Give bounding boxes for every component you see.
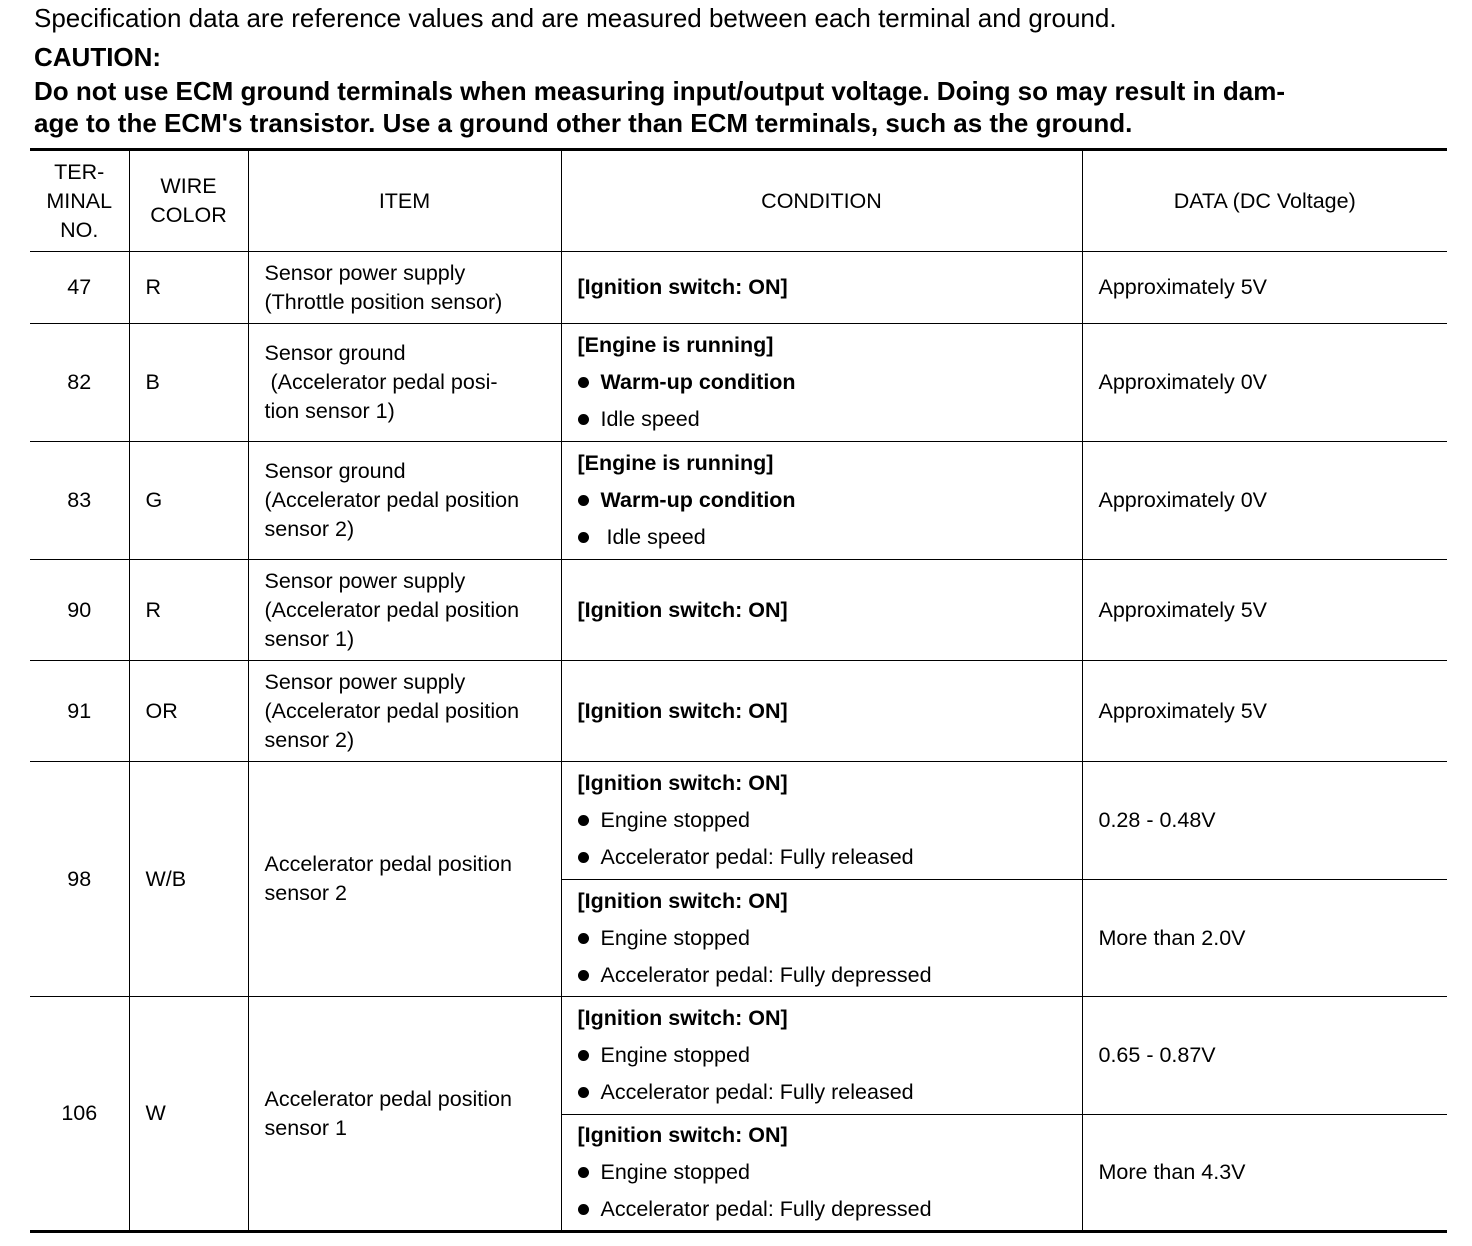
bullet-dot-icon <box>578 495 589 506</box>
condition-bullet <box>578 364 1068 401</box>
item-line: Sensor power supply <box>264 260 466 285</box>
data-voltage-cell: Approximately 0V <box>1082 442 1447 560</box>
bullet-dot-icon <box>578 852 589 863</box>
condition-bullet <box>578 401 1068 438</box>
condition-bullet <box>578 519 1068 556</box>
table-row <box>30 442 1447 560</box>
header-line: COLOR <box>150 203 227 227</box>
item-cell <box>248 762 561 997</box>
wire-color-cell: W/B <box>129 762 248 997</box>
item-line: Sensor power supply <box>264 669 466 694</box>
wire-color-cell: W <box>129 997 248 1232</box>
table-row <box>30 997 1447 1115</box>
terminal-no-cell: 90 <box>30 560 129 661</box>
condition-heading: [Ignition switch: ON] <box>577 771 788 795</box>
condition-heading: [Engine is running] <box>577 333 774 357</box>
caution-title: CAUTION: <box>34 42 162 72</box>
bullet-text: Engine stopped <box>600 808 750 832</box>
condition-heading: [Ignition switch: ON] <box>577 698 788 723</box>
header-data: DATA (DC Voltage) <box>1082 150 1447 252</box>
condition-bullet <box>578 957 1068 994</box>
condition-bullet <box>578 1037 1068 1074</box>
header-wire-color <box>129 150 248 252</box>
item-line: (Accelerator pedal position <box>264 488 520 512</box>
condition-cell <box>561 252 1082 324</box>
data-voltage-cell: 0.28 - 0.48V <box>1082 762 1447 880</box>
wire-color-cell: R <box>129 560 248 661</box>
item-line: Sensor power supply <box>264 568 466 593</box>
table-row <box>30 762 1447 880</box>
bullet-text: Accelerator pedal: Fully depressed <box>600 1197 932 1221</box>
item-line: (Accelerator pedal position <box>264 597 520 622</box>
item-line: sensor 2) <box>264 517 355 541</box>
bullet-dot-icon <box>578 1050 589 1061</box>
item-cell <box>248 560 561 661</box>
intro-text: Specification data are reference values and are measured between each terminal and ground. <box>34 3 1117 33</box>
item-cell <box>248 661 561 762</box>
bullet-dot-icon <box>578 414 589 425</box>
condition-bullet <box>578 482 1068 519</box>
data-voltage-cell: Approximately 0V <box>1082 324 1447 442</box>
item-line: Sensor ground <box>264 459 406 483</box>
table-body <box>30 252 1447 1232</box>
bullet-dot-icon <box>578 933 589 944</box>
item-cell <box>248 997 561 1232</box>
condition-bullet <box>578 802 1068 839</box>
terminal-no-cell: 98 <box>30 762 129 997</box>
data-voltage-cell: Approximately 5V <box>1082 560 1447 661</box>
data-voltage-cell: More than 2.0V <box>1082 880 1447 997</box>
header-condition: CONDITION <box>561 150 1082 252</box>
table-row <box>30 661 1447 762</box>
item-line: Accelerator pedal position <box>264 852 512 876</box>
condition-heading: [Ignition switch: ON] <box>577 597 788 622</box>
header-line: MINAL <box>46 188 113 213</box>
wire-color-cell: OR <box>129 661 248 762</box>
item-line: (Throttle position sensor) <box>264 289 503 314</box>
item-cell <box>248 252 561 324</box>
condition-cell <box>561 442 1082 560</box>
bullet-dot-icon <box>578 377 589 388</box>
terminal-no-cell: 91 <box>30 661 129 762</box>
item-line: sensor 2) <box>264 727 355 752</box>
data-voltage-cell: Approximately 5V <box>1082 252 1447 324</box>
data-voltage-cell: Approximately 5V <box>1082 661 1447 762</box>
item-line: (Accelerator pedal position <box>264 698 520 723</box>
bullet-text: Accelerator pedal: Fully released <box>600 1080 914 1104</box>
caution-line: age to the ECM's transistor. Use a ground other than ECM terminals, such as the ground. <box>34 108 1133 138</box>
table-row <box>30 252 1447 324</box>
item-line: sensor 2 <box>264 881 347 905</box>
bullet-dot-icon <box>578 1204 589 1215</box>
item-line: (Accelerator pedal posi- <box>264 370 498 394</box>
item-line: Sensor ground <box>264 341 406 365</box>
wire-color-cell: G <box>129 442 248 560</box>
condition-bullet <box>578 1074 1068 1111</box>
condition-cell <box>561 880 1082 997</box>
bullet-dot-icon <box>578 1167 589 1178</box>
condition-bullet <box>578 839 1068 876</box>
bullet-text: Accelerator pedal: Fully depressed <box>600 962 932 987</box>
bullet-text: Warm-up condition <box>600 370 796 394</box>
item-cell <box>248 442 561 560</box>
item-line: Accelerator pedal position <box>264 1086 512 1111</box>
bullet-text: Engine stopped <box>600 1160 750 1184</box>
item-line: sensor 1 <box>264 1115 347 1140</box>
condition-heading: [Ignition switch: ON] <box>577 1123 788 1147</box>
header-row <box>30 150 1447 252</box>
bullet-dot-icon <box>578 815 589 826</box>
terminal-no-cell: 47 <box>30 252 129 324</box>
table-row <box>30 324 1447 442</box>
header-item: ITEM <box>248 150 561 252</box>
bullet-dot-icon <box>578 532 589 543</box>
condition-bullet <box>578 1191 1068 1228</box>
header-line: WIRE <box>160 174 217 198</box>
bullet-text: Warm-up condition <box>600 488 796 512</box>
item-line: tion sensor 1) <box>264 399 395 423</box>
condition-bullet <box>578 1154 1068 1191</box>
condition-heading: [Ignition switch: ON] <box>577 1006 788 1030</box>
bullet-text: Idle speed <box>600 525 706 549</box>
condition-heading: [Engine is running] <box>577 451 774 475</box>
item-cell <box>248 324 561 442</box>
header-terminal-no <box>30 150 129 252</box>
condition-cell <box>561 1115 1082 1232</box>
bullet-dot-icon <box>578 970 589 981</box>
wire-color-cell: B <box>129 324 248 442</box>
caution-line: Do not use ECM ground terminals when measuring input/output voltage. Doing so may result in dam- <box>34 76 1285 106</box>
condition-cell <box>561 762 1082 880</box>
header-line: NO. <box>60 217 99 242</box>
bullet-text: Engine stopped <box>600 1043 750 1067</box>
condition-bullet <box>578 920 1068 957</box>
bullet-text: Accelerator pedal: Fully released <box>600 845 914 869</box>
header-line: TER- <box>54 159 105 184</box>
terminal-no-cell: 106 <box>30 997 129 1232</box>
data-voltage-cell: 0.65 - 0.87V <box>1082 997 1447 1115</box>
terminal-no-cell: 83 <box>30 442 129 560</box>
condition-cell <box>561 560 1082 661</box>
condition-cell <box>561 324 1082 442</box>
data-voltage-cell: More than 4.3V <box>1082 1115 1447 1232</box>
terminal-no-cell: 82 <box>30 324 129 442</box>
bullet-dot-icon <box>578 1087 589 1098</box>
bullet-text: Engine stopped <box>600 925 750 950</box>
condition-heading: [Ignition switch: ON] <box>577 888 788 913</box>
bullet-text: Idle speed <box>600 407 700 431</box>
condition-cell <box>561 661 1082 762</box>
table-row <box>30 560 1447 661</box>
condition-heading: [Ignition switch: ON] <box>577 275 788 299</box>
caution-body <box>34 75 1444 139</box>
item-line: sensor 1) <box>264 626 355 651</box>
terminal-spec-table <box>30 148 1447 1233</box>
condition-cell <box>561 997 1082 1115</box>
wire-color-cell: R <box>129 252 248 324</box>
